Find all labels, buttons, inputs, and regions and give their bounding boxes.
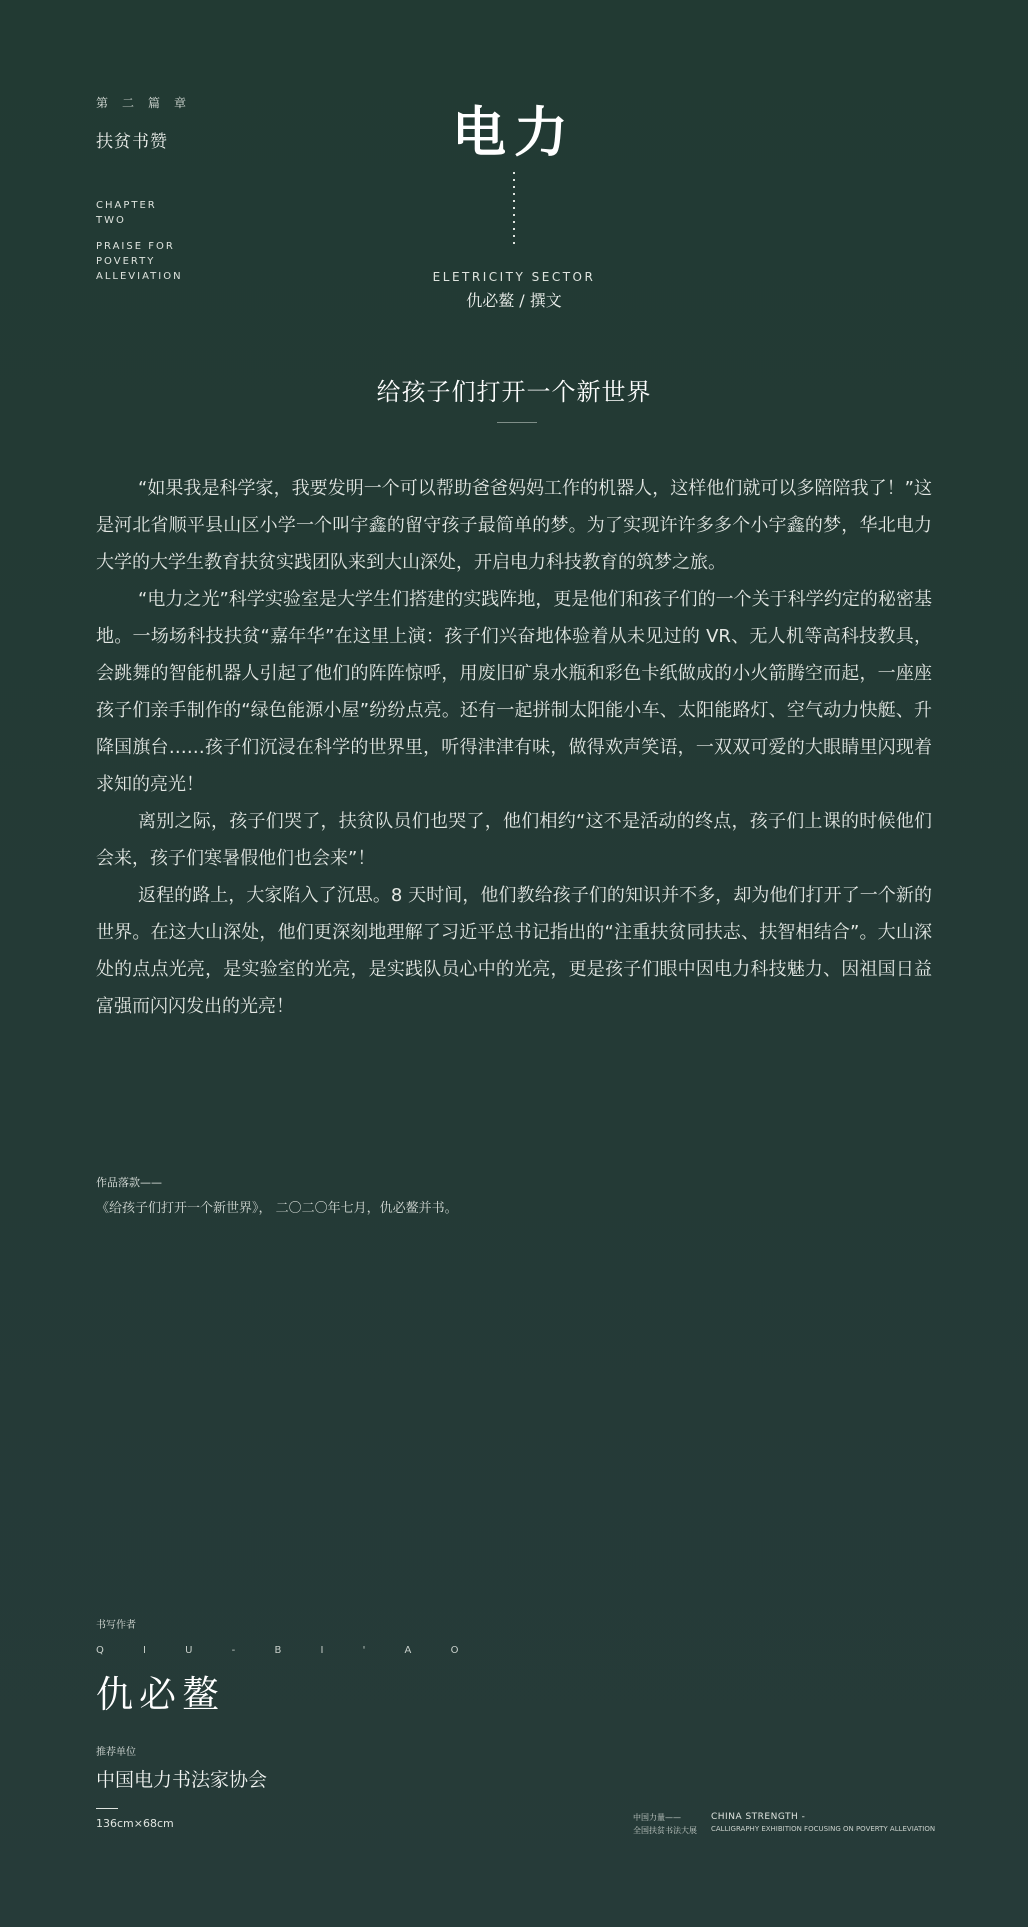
article-paragraph: 返程的路上，大家陷入了沉思。8 天时间，他们教给孩子们的知识并不多，却为他们打开了一个新的世界。在这大山深处，他们更深刻地理解了习近平总书记指出的“注重扶贫同扶志、扶智相结合”。大山深处的点点光亮，是实验室的光亮，是实践队员心中的光亮，更是孩子们眼中因电力科技魅力、因祖国日益富强而闪闪发出的光亮！: [96, 885, 932, 1017]
chapter-en-line: TWO: [96, 215, 126, 226]
footer-en-line: CHINA STRENGTH -: [711, 1812, 806, 1822]
inscription-text: 《给孩子们打开一个新世界》， 二〇二〇年七月，仇必鳌并书。: [96, 1201, 458, 1216]
artwork-size: 136cm×68cm: [96, 1817, 174, 1830]
chapter-label-en: [96, 198, 216, 228]
writer-name: 仇必鳌: [96, 1673, 225, 1716]
article-body: [96, 470, 932, 1025]
page-title: 电力: [452, 100, 576, 164]
footer-zh-line: 全国扶贫书法大展: [633, 1826, 697, 1835]
chapter-number: 第二篇章: [96, 96, 201, 110]
writer-pinyin: Q I U - B I ' A O: [96, 1645, 477, 1656]
title-divider: [497, 422, 537, 423]
chapter-en-line: PRAISE FOR: [96, 241, 175, 252]
writer-label: 书写作者: [96, 1620, 136, 1631]
footer-en-line: CALLIGRAPHY EXHIBITION FOCUSING ON POVERTY ALLEVIATION: [711, 1825, 936, 1833]
article-paragraph: 离别之际，孩子们哭了，扶贫队员们也哭了，他们相约“这不是活动的终点，孩子们上课的时候他们会来，孩子们寒暑假他们也会来”！: [96, 811, 932, 869]
size-divider: [96, 1808, 118, 1809]
chapter-en-line: CHAPTER: [96, 200, 157, 211]
recommender-label: 推荐单位: [96, 1747, 136, 1758]
article-paragraph: “如果我是科学家，我要发明一个可以帮助爸爸妈妈工作的机器人，这样他们就可以多陪陪我了！”这是河北省顺平县山区小学一个叫宇鑫的留守孩子最简单的梦。为了实现许许多多个小宇鑫的梦，华北电力大学的大学生教育扶贫实践团队来到大山深处，开启电力科技教育的筑梦之旅。: [96, 478, 932, 573]
article-paragraph: “电力之光”科学实验室是大学生们搭建的实践阵地，更是他们和孩子们的一个关于科学约定的秘密基地。一场场科技扶贫“嘉年华”在这里上演：孩子们兴奋地体验着从未见过的 VR、无人机等高科技教具，会跳舞的智能机器人引起了他们的阵阵惊呼，用废旧矿泉水瓶和彩色卡纸做成的小火箭腾空而起，一座座孩子们亲手制作的“绿色能源小屋”纷纷点亮。还有一起拼制太阳能小车、太阳能路灯、空气动力快艇、升降国旗台……孩子们沉浸在科学的世界里，听得津津有味，做得欢声笑语，一双双可爱的大眼睛里闪现着求知的亮光！: [96, 589, 932, 795]
sector-label: ELETRICITY SECTOR: [432, 270, 596, 284]
chapter-en-line: POVERTY: [96, 256, 156, 267]
chapter-en-line: ALLEVIATION: [96, 271, 183, 282]
footer-zh-line: 中国力量——: [633, 1813, 681, 1822]
article-title: 给孩子们打开一个新世界: [376, 378, 652, 406]
author-credit: 仇必鳌 / 撰文: [466, 291, 562, 310]
recommender-unit: 中国电力书法家协会: [96, 1769, 268, 1791]
dotted-divider: [513, 172, 515, 248]
inscription-label: 作品落款——: [96, 1176, 162, 1189]
chapter-title: 扶贫书赞: [96, 132, 168, 152]
